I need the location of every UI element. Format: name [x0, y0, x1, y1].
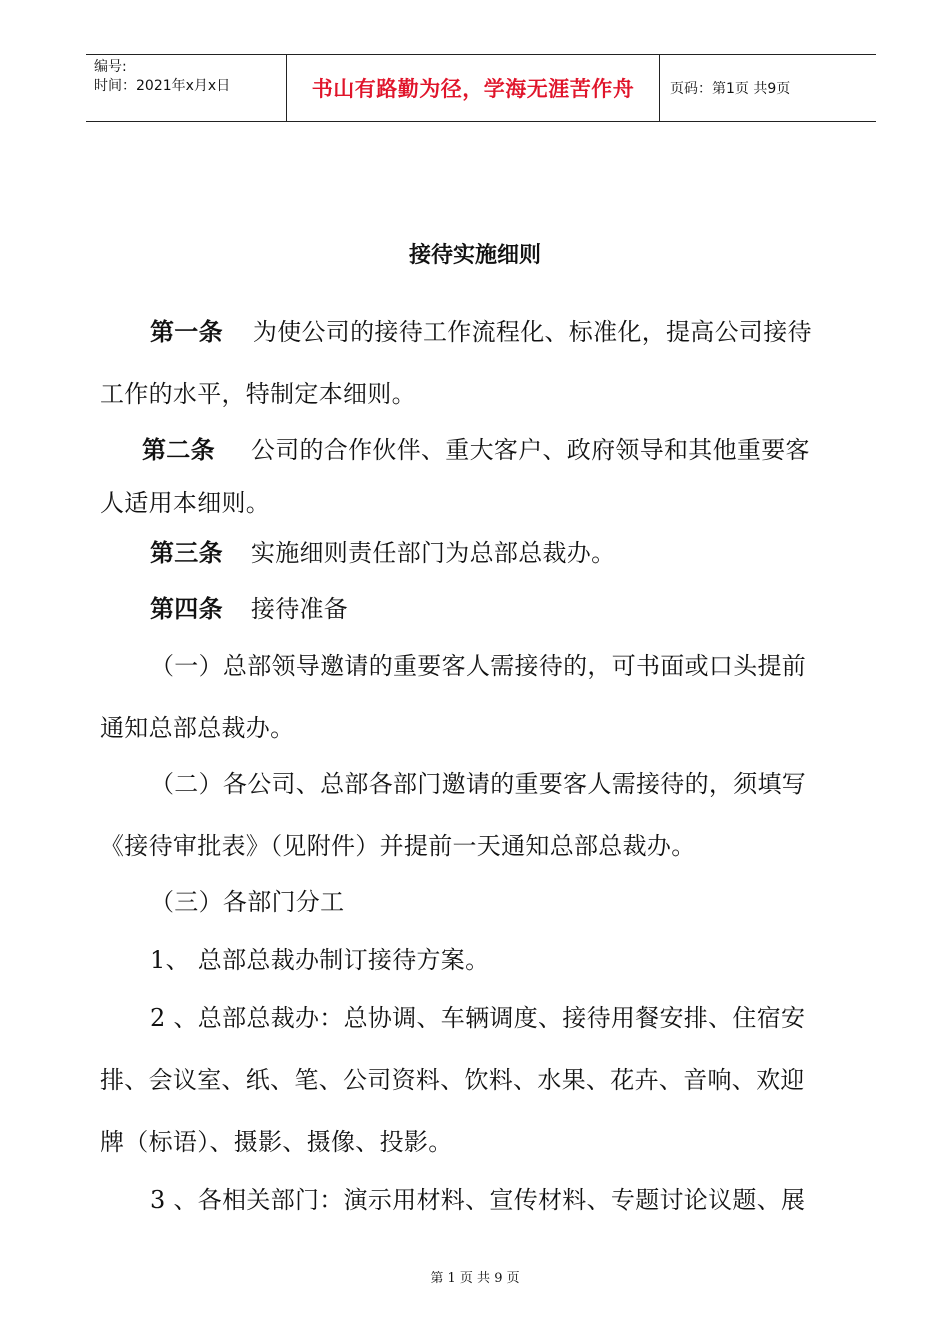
line-text: 《接待审批表》（见附件）并提前一天通知总部总裁办。	[100, 832, 696, 860]
document-title: 接待实施细则	[408, 243, 541, 268]
motto: 书山有路勤为径，学海无涯苦作舟	[311, 77, 635, 101]
article-label: 第一条	[150, 318, 223, 346]
paragraph-line	[150, 998, 805, 1033]
line-text: 排、会议室、纸、笔、公司资料、饮料、水果、花卉、音响、欢迎	[100, 1066, 805, 1094]
article-label: 第四条	[150, 595, 223, 623]
paragraph-line	[150, 312, 812, 347]
paragraph-line	[100, 483, 270, 518]
header-page-cell	[660, 55, 876, 121]
line-text: （二）各公司、总部各部门邀请的重要客人需接待的，须填写	[150, 770, 807, 798]
article-label: 第三条	[150, 539, 223, 567]
time-label: 时间：2021年x月x日	[94, 78, 231, 94]
number-label: 编号:	[94, 59, 127, 75]
paragraph-line	[150, 1180, 805, 1215]
paragraph-line	[100, 1060, 805, 1095]
line-text: （一）总部领导邀请的重要客人需接待的，可书面或口头提前	[150, 652, 807, 680]
header-motto-cell	[286, 55, 660, 121]
article-label: 第二条	[142, 436, 215, 464]
line-text: 人适用本细则。	[100, 489, 271, 517]
line-text: 公司的合作伙伴、重大客户、政府领导和其他重要客	[250, 436, 810, 464]
page-info: 页码：第1页 共9页	[670, 81, 791, 97]
line-text: 工作的水平，特制定本细则。	[100, 380, 416, 408]
paragraph-line	[150, 646, 806, 681]
line-text: 3 、各相关部门：演示用材料、宣传材料、专题讨论议题、展	[150, 1186, 806, 1214]
line-text: 通知总部总裁办。	[100, 714, 295, 742]
paragraph-line	[150, 882, 344, 917]
paragraph-line	[100, 1122, 453, 1157]
line-text: 1、 总部总裁办制订接待方案。	[150, 946, 490, 974]
line-text: 2 、总部总裁办：总协调、车辆调度、接待用餐安排、住宿安	[150, 1004, 806, 1032]
paragraph-line	[150, 940, 489, 975]
paragraph-line	[142, 430, 810, 465]
paragraph-line	[150, 764, 806, 799]
paragraph-line	[150, 533, 615, 568]
line-text: 牌（标语）、摄影、摄像、投影。	[100, 1128, 453, 1156]
line-text: 实施细则责任部门为总部总裁办。	[250, 539, 616, 567]
paragraph-line	[100, 374, 416, 409]
line-text: 为使公司的接待工作流程化、标准化，提高公司接待	[252, 318, 812, 346]
paragraph-line	[100, 708, 294, 743]
page-footer: 第 1 页 共 9 页	[430, 1271, 520, 1286]
paragraph-line	[100, 826, 696, 861]
line-text: （三）各部门分工	[150, 888, 345, 916]
page-header	[86, 54, 876, 122]
header-meta	[86, 55, 286, 121]
line-text: 接待准备	[250, 595, 349, 623]
paragraph-line	[150, 589, 348, 624]
